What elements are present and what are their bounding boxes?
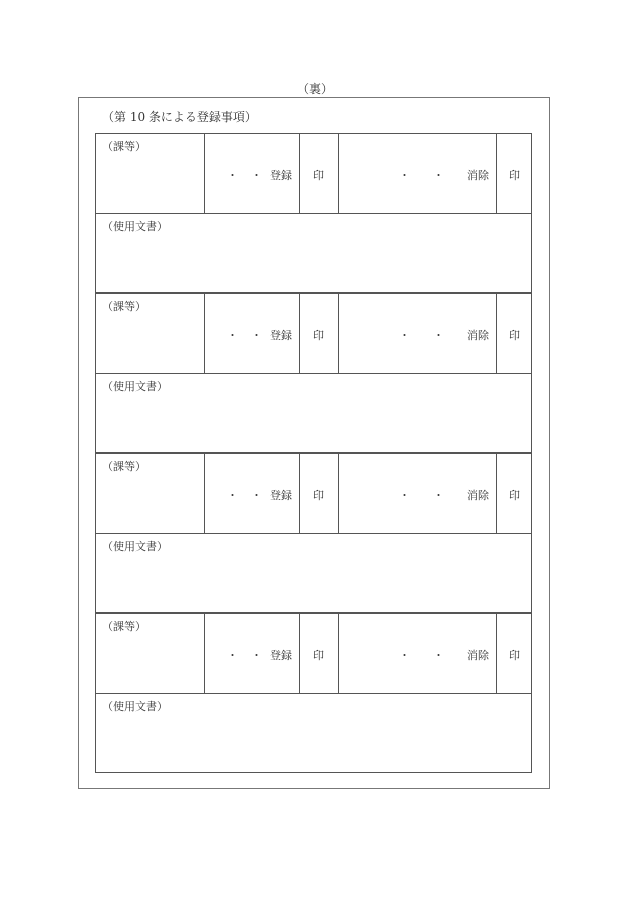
dept-cell[interactable]: [96, 454, 205, 533]
record-header-row: [96, 454, 531, 534]
deletion-seal-cell[interactable]: [497, 454, 532, 533]
record-block: [95, 133, 532, 293]
deletion-date-cell[interactable]: [339, 454, 497, 533]
record-block: [95, 293, 532, 453]
date-separator: ・: [399, 169, 410, 182]
documents-cell[interactable]: [96, 214, 531, 292]
registration-date-cell[interactable]: [205, 614, 300, 693]
registered-label: 登録: [270, 649, 292, 662]
documents-label: （使用文書）: [102, 700, 168, 713]
deleted-label: 消除: [467, 169, 489, 182]
date-separator: ・: [433, 489, 444, 502]
documents-label: （使用文書）: [102, 220, 168, 233]
date-separator: ・: [251, 329, 262, 342]
dept-label: （課等）: [102, 300, 146, 313]
registration-seal-cell[interactable]: [300, 454, 339, 533]
registration-seal-cell[interactable]: [300, 134, 339, 213]
deletion-date-cell[interactable]: [339, 134, 497, 213]
date-separator: ・: [251, 489, 262, 502]
seal-label: 印: [313, 329, 324, 342]
seal-label: 印: [313, 649, 324, 662]
date-separator: ・: [433, 169, 444, 182]
deletion-seal-cell[interactable]: [497, 134, 532, 213]
seal-label: 印: [313, 169, 324, 182]
registration-date-cell[interactable]: [205, 134, 300, 213]
deletion-date-cell[interactable]: [339, 294, 497, 373]
date-separator: ・: [399, 649, 410, 662]
documents-cell[interactable]: [96, 534, 531, 612]
date-separator: ・: [251, 649, 262, 662]
deleted-label: 消除: [467, 489, 489, 502]
record-block: [95, 613, 532, 773]
dept-label: （課等）: [102, 620, 146, 633]
registration-seal-cell[interactable]: [300, 294, 339, 373]
dept-label: （課等）: [102, 140, 146, 153]
page-heading: （裏）: [296, 82, 333, 96]
date-separator: ・: [433, 329, 444, 342]
record-header-row: [96, 294, 531, 374]
date-separator: ・: [227, 329, 238, 342]
documents-label: （使用文書）: [102, 540, 168, 553]
seal-label: 印: [509, 329, 520, 342]
records-table: [95, 133, 532, 773]
registered-label: 登録: [270, 169, 292, 182]
seal-label: 印: [509, 489, 520, 502]
dept-cell[interactable]: [96, 134, 205, 213]
seal-label: 印: [509, 649, 520, 662]
registration-date-cell[interactable]: [205, 294, 300, 373]
registration-date-cell[interactable]: [205, 454, 300, 533]
dept-label: （課等）: [102, 460, 146, 473]
date-separator: ・: [399, 329, 410, 342]
dept-cell[interactable]: [96, 614, 205, 693]
registered-label: 登録: [270, 489, 292, 502]
date-separator: ・: [433, 649, 444, 662]
date-separator: ・: [227, 489, 238, 502]
deletion-seal-cell[interactable]: [497, 294, 532, 373]
registered-label: 登録: [270, 329, 292, 342]
documents-cell[interactable]: [96, 694, 531, 772]
deletion-date-cell[interactable]: [339, 614, 497, 693]
deleted-label: 消除: [467, 649, 489, 662]
section-title: （第 10 条による登録事項）: [102, 110, 257, 124]
date-separator: ・: [227, 649, 238, 662]
dept-cell[interactable]: [96, 294, 205, 373]
date-separator: ・: [399, 489, 410, 502]
documents-label: （使用文書）: [102, 380, 168, 393]
documents-cell[interactable]: [96, 374, 531, 452]
seal-label: 印: [509, 169, 520, 182]
date-separator: ・: [227, 169, 238, 182]
seal-label: 印: [313, 489, 324, 502]
record-block: [95, 453, 532, 613]
record-header-row: [96, 614, 531, 694]
deletion-seal-cell[interactable]: [497, 614, 532, 693]
date-separator: ・: [251, 169, 262, 182]
registration-seal-cell[interactable]: [300, 614, 339, 693]
deleted-label: 消除: [467, 329, 489, 342]
record-header-row: [96, 134, 531, 214]
